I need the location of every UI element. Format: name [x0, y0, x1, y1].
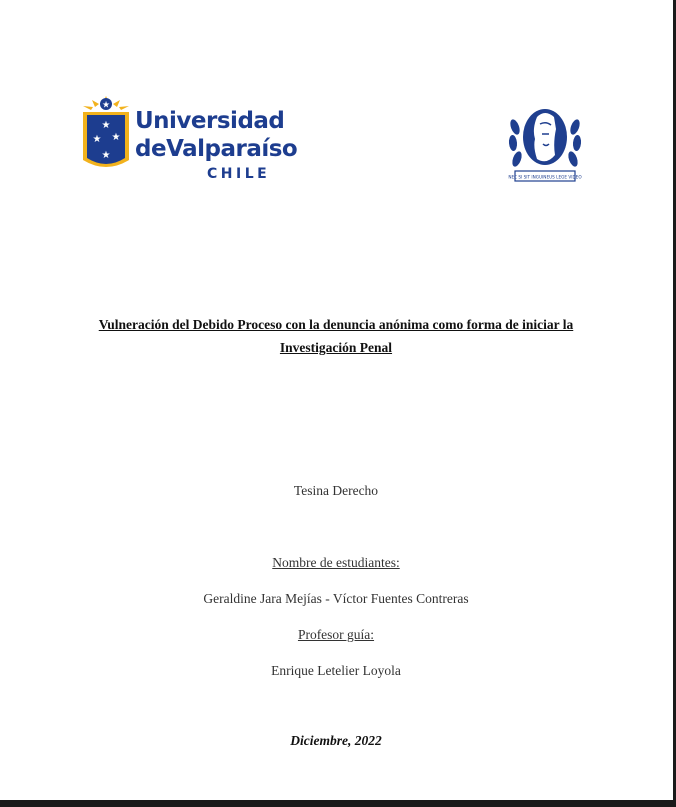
- svg-text:★: ★: [101, 150, 111, 161]
- students-label-text: Nombre de estudiantes:: [272, 555, 400, 570]
- university-logo: [80, 94, 298, 186]
- document-title-line1: Vulneración del Debido Proceso con la denuncia anónima como forma de iniciar la: [98, 317, 574, 332]
- advisor-label: [60, 627, 612, 643]
- document-title-line2: Investigación Penal: [279, 340, 393, 355]
- faculty-seal-icon: [505, 99, 585, 185]
- university-shield-icon: [80, 94, 132, 176]
- students-label: [60, 555, 612, 571]
- advisor-label-text: Profesor guía:: [297, 627, 375, 642]
- advisor-name: Enrique Letelier Loyola: [271, 663, 401, 678]
- svg-text:★: ★: [92, 134, 102, 145]
- seal-motto: NEC SI SIT INGUINEUS LEGE VIDEO: [508, 174, 582, 180]
- document-date: Diciembre, 2022: [290, 733, 382, 748]
- svg-text:★: ★: [111, 132, 121, 143]
- university-country: CHILE: [207, 166, 271, 182]
- document-type: Tesina Derecho: [293, 483, 379, 498]
- svg-text:★: ★: [101, 100, 111, 111]
- university-name-line1: Universidad: [135, 108, 285, 134]
- page-edge-bottom: [0, 800, 676, 807]
- university-name-line2: deValparaíso: [135, 136, 298, 162]
- svg-text:★: ★: [101, 120, 111, 131]
- students-names: Geraldine Jara Mejías - Víctor Fuentes Contreras: [203, 591, 469, 606]
